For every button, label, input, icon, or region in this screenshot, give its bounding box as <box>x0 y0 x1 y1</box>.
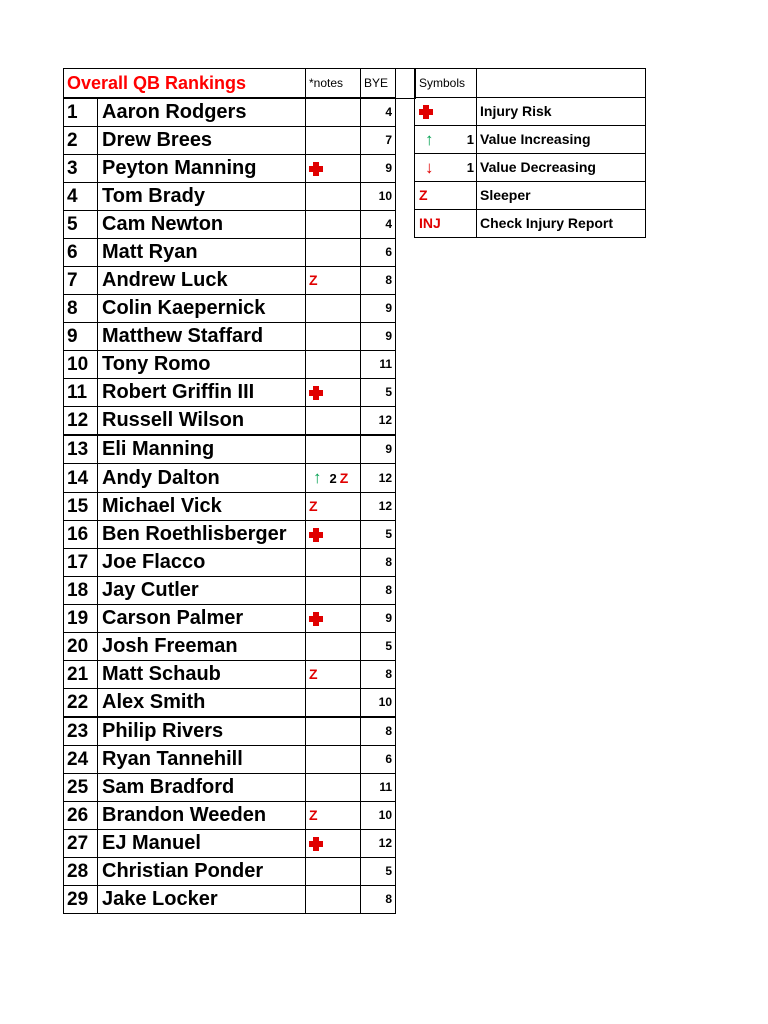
red-cross-icon <box>309 528 323 542</box>
rank-cell: 21 <box>64 661 98 689</box>
notes-cell <box>306 127 361 155</box>
table-row <box>64 127 416 155</box>
bye-week-cell: 9 <box>361 605 396 633</box>
notes-cell <box>306 379 361 407</box>
player-name: Russell Wilson <box>98 407 306 436</box>
rank-cell: 8 <box>64 295 98 323</box>
value-change-number: 1 <box>466 160 474 175</box>
player-name: Tom Brady <box>98 183 306 211</box>
spacer-column <box>396 98 416 914</box>
notes-cell <box>306 183 361 211</box>
table-row <box>64 830 416 858</box>
rank-cell: 14 <box>64 464 98 493</box>
rank-cell: 20 <box>64 633 98 661</box>
table-row <box>64 886 416 914</box>
rank-cell: 3 <box>64 155 98 183</box>
rank-cell: 18 <box>64 577 98 605</box>
notes-cell <box>306 295 361 323</box>
notes-cell <box>306 858 361 886</box>
table-row <box>64 774 416 802</box>
table-header-row <box>64 69 416 99</box>
inj-icon: INJ <box>419 215 441 231</box>
bye-week-cell: 12 <box>361 407 396 436</box>
table-row <box>64 239 416 267</box>
bye-week-cell: 12 <box>361 493 396 521</box>
notes-header: *notes <box>306 69 361 99</box>
notes-cell <box>306 689 361 718</box>
red-cross-icon <box>309 612 323 626</box>
bye-week-cell: 10 <box>361 183 396 211</box>
value-change-number: 1 <box>466 132 474 147</box>
bye-week-cell: 12 <box>361 464 396 493</box>
table-row <box>64 379 416 407</box>
table-row <box>64 689 416 718</box>
player-name: Christian Ponder <box>98 858 306 886</box>
bye-week-cell: 9 <box>361 155 396 183</box>
rank-cell: 13 <box>64 435 98 464</box>
rank-cell: 7 <box>64 267 98 295</box>
rank-cell: 17 <box>64 549 98 577</box>
rank-cell: 4 <box>64 183 98 211</box>
bye-week-cell: 8 <box>361 267 396 295</box>
sleeper-icon: Z <box>419 187 428 203</box>
rank-cell: 6 <box>64 239 98 267</box>
notes-cell <box>306 211 361 239</box>
green-up-arrow-icon: ↑ <box>313 468 322 487</box>
red-cross-icon <box>309 837 323 851</box>
red-cross-icon <box>309 162 323 176</box>
rank-cell: 23 <box>64 717 98 746</box>
rank-cell: 1 <box>64 98 98 127</box>
rank-cell: 28 <box>64 858 98 886</box>
table-row <box>64 267 416 295</box>
symbol-row <box>415 126 646 154</box>
player-name: Jay Cutler <box>98 577 306 605</box>
notes-cell <box>306 605 361 633</box>
rank-cell: 19 <box>64 605 98 633</box>
bye-week-cell: 5 <box>361 858 396 886</box>
rank-cell: 12 <box>64 407 98 436</box>
player-name: Brandon Weeden <box>98 802 306 830</box>
player-name: Michael Vick <box>98 493 306 521</box>
table-row <box>64 323 416 351</box>
table-row <box>64 746 416 774</box>
table-row <box>64 577 416 605</box>
player-name: Cam Newton <box>98 211 306 239</box>
spacer-cell <box>396 69 416 99</box>
table-row <box>64 464 416 493</box>
bye-week-cell: 8 <box>361 886 396 914</box>
table-row <box>64 633 416 661</box>
rank-cell: 24 <box>64 746 98 774</box>
sleeper-icon: Z <box>309 498 318 514</box>
bye-week-cell: 9 <box>361 323 396 351</box>
player-name: Drew Brees <box>98 127 306 155</box>
notes-cell <box>306 746 361 774</box>
table-row <box>64 549 416 577</box>
symbol-description: Injury Risk <box>477 98 646 126</box>
notes-cell <box>306 886 361 914</box>
rank-cell: 27 <box>64 830 98 858</box>
sleeper-icon: Z <box>309 807 318 823</box>
bye-week-cell: 4 <box>361 98 396 127</box>
bye-week-cell: 7 <box>361 127 396 155</box>
notes-cell <box>306 351 361 379</box>
notes-cell <box>306 435 361 464</box>
player-name: Carson Palmer <box>98 605 306 633</box>
player-name: Tony Romo <box>98 351 306 379</box>
table-row <box>64 493 416 521</box>
notes-cell <box>306 98 361 127</box>
notes-cell <box>306 323 361 351</box>
rank-cell: 9 <box>64 323 98 351</box>
rank-cell: 29 <box>64 886 98 914</box>
symbol-description: Value Increasing <box>477 126 646 154</box>
player-name: Eli Manning <box>98 435 306 464</box>
notes-cell <box>306 493 361 521</box>
symbol-row <box>415 154 646 182</box>
table-row <box>64 435 416 464</box>
player-name: Sam Bradford <box>98 774 306 802</box>
bye-week-cell: 5 <box>361 521 396 549</box>
symbols-header-blank <box>477 69 646 98</box>
player-name: Josh Freeman <box>98 633 306 661</box>
player-name: Ryan Tannehill <box>98 746 306 774</box>
bye-header: BYE <box>361 69 396 99</box>
table-row <box>64 351 416 379</box>
notes-cell <box>306 239 361 267</box>
player-name: Jake Locker <box>98 886 306 914</box>
notes-cell <box>306 267 361 295</box>
symbols-header: Symbols <box>415 69 477 98</box>
red-cross-icon <box>419 105 433 119</box>
bye-week-cell: 11 <box>361 774 396 802</box>
symbol-cell <box>415 210 477 238</box>
sleeper-icon: Z <box>309 666 318 682</box>
table-row <box>64 155 416 183</box>
bye-week-cell: 8 <box>361 577 396 605</box>
symbol-row <box>415 98 646 126</box>
qb-rankings-table <box>63 68 416 914</box>
bye-week-cell: 4 <box>361 211 396 239</box>
bye-week-cell: 9 <box>361 295 396 323</box>
notes-cell <box>306 521 361 549</box>
bye-week-cell: 8 <box>361 549 396 577</box>
table-row <box>64 521 416 549</box>
player-name: Aaron Rodgers <box>98 98 306 127</box>
symbol-cell <box>415 126 477 154</box>
player-name: Andrew Luck <box>98 267 306 295</box>
sleeper-icon: Z <box>309 272 318 288</box>
table-row <box>64 407 416 436</box>
table-row <box>64 183 416 211</box>
table-row <box>64 802 416 830</box>
player-name: Philip Rivers <box>98 717 306 746</box>
table-row <box>64 98 416 127</box>
symbol-description: Sleeper <box>477 182 646 210</box>
table-row <box>64 717 416 746</box>
bye-week-cell: 5 <box>361 379 396 407</box>
sleeper-icon: Z <box>339 470 349 486</box>
symbol-cell <box>415 98 477 126</box>
table-row <box>64 858 416 886</box>
bye-week-cell: 8 <box>361 661 396 689</box>
bye-week-cell: 6 <box>361 746 396 774</box>
value-change-number: 2 <box>329 471 337 486</box>
rank-cell: 10 <box>64 351 98 379</box>
bye-week-cell: 8 <box>361 717 396 746</box>
rank-cell: 25 <box>64 774 98 802</box>
player-name: Matt Schaub <box>98 661 306 689</box>
rank-cell: 5 <box>64 211 98 239</box>
rank-cell: 15 <box>64 493 98 521</box>
notes-cell <box>306 633 361 661</box>
player-name: Peyton Manning <box>98 155 306 183</box>
bye-week-cell: 5 <box>361 633 396 661</box>
red-cross-icon <box>309 386 323 400</box>
table-row <box>64 661 416 689</box>
table-row <box>64 295 416 323</box>
player-name: Alex Smith <box>98 689 306 718</box>
green-up-arrow-icon: ↑ <box>425 130 434 149</box>
rank-cell: 22 <box>64 689 98 718</box>
bye-week-cell: 11 <box>361 351 396 379</box>
notes-cell <box>306 661 361 689</box>
player-name: Matt Ryan <box>98 239 306 267</box>
bye-week-cell: 10 <box>361 689 396 718</box>
rank-cell: 2 <box>64 127 98 155</box>
symbol-description: Check Injury Report <box>477 210 646 238</box>
rank-cell: 11 <box>64 379 98 407</box>
notes-cell <box>306 407 361 436</box>
symbols-header-row <box>415 69 646 98</box>
player-name: Robert Griffin III <box>98 379 306 407</box>
notes-cell <box>306 830 361 858</box>
table-title: Overall QB Rankings <box>64 69 306 99</box>
rank-cell: 26 <box>64 802 98 830</box>
player-name: Ben Roethlisberger <box>98 521 306 549</box>
rank-cell: 16 <box>64 521 98 549</box>
player-name: Colin Kaepernick <box>98 295 306 323</box>
bye-week-cell: 6 <box>361 239 396 267</box>
bye-week-cell: 10 <box>361 802 396 830</box>
player-name: Andy Dalton <box>98 464 306 493</box>
red-down-arrow-icon: ↓ <box>425 158 434 177</box>
notes-cell <box>306 774 361 802</box>
symbol-row <box>415 210 646 238</box>
notes-cell <box>306 464 361 493</box>
table-row <box>64 605 416 633</box>
symbol-description: Value Decreasing <box>477 154 646 182</box>
symbol-cell <box>415 182 477 210</box>
player-name: EJ Manuel <box>98 830 306 858</box>
notes-cell <box>306 802 361 830</box>
bye-week-cell: 9 <box>361 435 396 464</box>
symbol-row <box>415 182 646 210</box>
player-name: Matthew Staffard <box>98 323 306 351</box>
notes-cell <box>306 717 361 746</box>
symbol-cell <box>415 154 477 182</box>
notes-cell <box>306 549 361 577</box>
notes-cell <box>306 155 361 183</box>
player-name: Joe Flacco <box>98 549 306 577</box>
symbols-legend-table <box>414 68 646 238</box>
notes-cell <box>306 577 361 605</box>
table-row <box>64 211 416 239</box>
bye-week-cell: 12 <box>361 830 396 858</box>
